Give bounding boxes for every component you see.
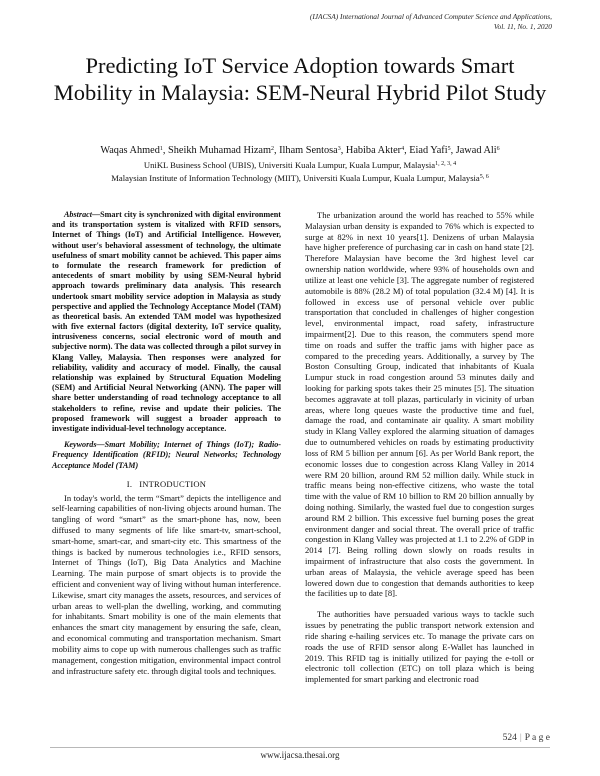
intro-paragraph-3: The authorities have persuaded various ways to tackle such issues by penetrating the public transport network extension and ride sharing e-hailing services etc. To manage the private cars on roads the use of RFID sensor along E-Wallet has launched in 2019. This RFID tag is initially utilized for paying the e-toll or electronic toll collection (ETC) on toll plaza which is being implemented for smart parking and electronic road — [305, 609, 534, 685]
intro-paragraph-1: In today's world, the term “Smart” depicts the intelligence and self-learning capabilities of non-living objects around human. The tangling of word “smart” as the smart-phone has, now, been diffused to many segments of life like smart-tv, smart-school, smart-home, smart-car, and smart-city etc. This smartness of the things is backed by numerous technologies i.e., RFID sensors, Internet of Things (IoT), Big Data Analytics and Machine Learning. The main purpose of smart objects is to provide the efficient and convenient way of living without human interference. Likewise, smart city manages the assets, resources, and services of urban areas to well-plan the dwelling, working, and commuting for inhabitants. Smart mobility is one of the main elements that enhances the smart city management by ensuring the safe, clean, and economical commuting and transportation mechanism. Smart mobility aims to cope up with numerous challenges such as traffic management, congestion mitigation, environmental impact control and infrastructure safety etc. through digital tools and techniques. — [52, 492, 281, 676]
author-sup: 2 — [270, 146, 274, 152]
intro-paragraph-2: The urbanization around the world has reached to 55% while Malaysian urban density is expanded to 76% which is expected to surge at 82% in next 10 years[1]. Denizens of urban Malaysia have higher preference of purchasing car in cash on hand state [2]. Therefore Malaysian have become the 3rd highest level car ownership nation worldwide, where 93% of households own and utilize at least one vehicle [3]. The aggregate number of registered automobile is 88% (28.2 M) of total population (32.4 M) [4]. It is followed in excess use of personal vehicle over public transportation that concluded in challenges of higher congestion level, environmental impact, road safety, infrastructure impairment[2]. Due to this reason, the commuters spend more time on roads and suffer the traffic jams with higher pace as compared to the preceding years. Additionally, a survey by The Boston Consulting Group, indicated that inhabitants of Kuala Lumpur stuck in road congestion around 53 minutes daily and looking for parking spots takes their 25 minutes [5]. The situation becomes aggravate at toll plazas, particularly in vicinity of urban areas, where long queues waste the productive time and fuel, damage the road, and contaminate air quality. A smart mobility study in Klang Valley explored the alarming situation of damages due to outnumbered vehicles on roads by estimating productivity loss of RM 5 billion per annum [6]. As per World Bank report, the economic losses due to congestion across Klang Valley in 2014 were RM 20 billion, around RM 52 million daily. While stuck in traffic means being non-effective citizens, who waste the total time with the value of RM 10 billion to RM 20 billion annually by doing nothing. Similarly, the wasted fuel due to congestion surges around RM 2 billion. This excessive fuel burning poses the great environment danger and social threat. The overall price of traffic congestion in Klang Valley was projected at 1.1 to 2.2% of GDP in 2014 [7]. Being rolling down slowly on roads results in impairment of infrastructure that also costs the government. In urban areas of Malaysia, the vehicle average speed has been lowered down due to congestion that demands authorities to keep the facilities up to date [8]. — [305, 210, 534, 599]
abstract-text: —Smart city is synchronized with digital environment and its transportation system is vitalized with RFID sensors, Internet of Things (IoT) and Artificial Intelligence. However, without user's behavioral assessment of technology, the ultimate usefulness of smart mobility cannot be achieved. This paper aims to formulate the research framework for prediction of antecedents of smart mobility by using SEM-Neural hybrid approach towards preliminary data analysis. This research undertook smart mobility service adoption in Malaysia as study perspective and applied the Technology Acceptance Model (TAM) as theoretical basis. An extended TAM model was hypothesized with five external factors (digital dexterity, IoT service quality, intrusiveness concerns, social electronic word of mouth and subjective norm). The data was collected through a pilot survey in Klang Valley, Malaysia. Then responses were analyzed for reliability, validity and accuracy of model. Finally, the causal relationship was explained by Structural Equation Modeling (SEM) and Artificial Neural Networking (ANN). The paper will share better understanding of road technology acceptance to all stakeholders to refine, revise and update their policies. The proposed framework will suggest a broader approach to investigate individual-level technology acceptance. — [52, 210, 281, 433]
author-sup: 1 — [159, 146, 163, 152]
page-separator: | — [519, 733, 522, 743]
footer-url: www.ijacsa.thesai.org — [260, 750, 340, 760]
page-number — [503, 733, 550, 743]
journal-volume: Vol. 11, No. 1, 2020 — [493, 21, 552, 31]
author-name: Jawad Ali — [455, 145, 497, 156]
abstract — [52, 210, 281, 434]
author-name: Ilham Sentosa — [279, 145, 338, 156]
left-column — [52, 210, 281, 676]
affiliation — [40, 160, 560, 172]
right-column — [305, 210, 534, 685]
affiliation — [40, 173, 560, 185]
paper-title: Predicting IoT Service Adoption towards Smart Mobility in Malaysia: SEM-Neural Hybrid Pilot Study — [53, 53, 547, 105]
affiliation-sup: 1, 2, 3, 4 — [435, 161, 457, 167]
author-sup: 6 — [496, 146, 500, 152]
affiliation-sup: 5, 6 — [479, 174, 489, 180]
section-title: INTRODUCTION — [139, 478, 207, 489]
section-numeral: I. — [126, 478, 133, 489]
journal-name: (IJACSA) International Journal of Advanced Computer Science and Applications, — [309, 12, 552, 21]
author-sup: 5 — [447, 146, 451, 152]
author-sup: 4 — [401, 146, 405, 152]
author-sup: 3 — [337, 146, 341, 152]
page-number-value: 524 — [502, 733, 517, 743]
journal-header — [310, 12, 552, 31]
abstract-label: Abstract — [64, 210, 92, 219]
author-name: Waqas Ahmed — [100, 145, 160, 156]
affiliation-text: UniKL Business School (UBIS), Universiti Kuala Lumpur, Kuala Lumpur, Malaysia — [143, 160, 436, 170]
author-name: Sheikh Muhamad Hizam — [168, 145, 271, 156]
author-name: Eiad Yafi — [409, 145, 448, 156]
footer-rule — [50, 747, 550, 748]
author-name: Habiba Akter — [345, 145, 402, 156]
author-list: Waqas Ahmed$^1$, Sheikh Muhamad Hizam$^2$, Ilham Sentosa$^3$, Habiba Akter$^4$, Eiad Yafi$^5$, Jawad Ali$^6$ — [100, 145, 500, 156]
section-heading — [52, 479, 281, 490]
keywords: Keywords—Smart Mobility; Internet of Things (IoT); Radio-Frequency Identification (RFID); Neural Networks; Technology Acceptance Model (TAM) — [52, 440, 281, 470]
page-label: P a g e — [524, 733, 550, 743]
affiliation-text: Malaysian Institute of Information Technology (MIIT), Universiti Kuala Lumpur, Kuala Lumpur, Malaysia — [111, 173, 480, 183]
